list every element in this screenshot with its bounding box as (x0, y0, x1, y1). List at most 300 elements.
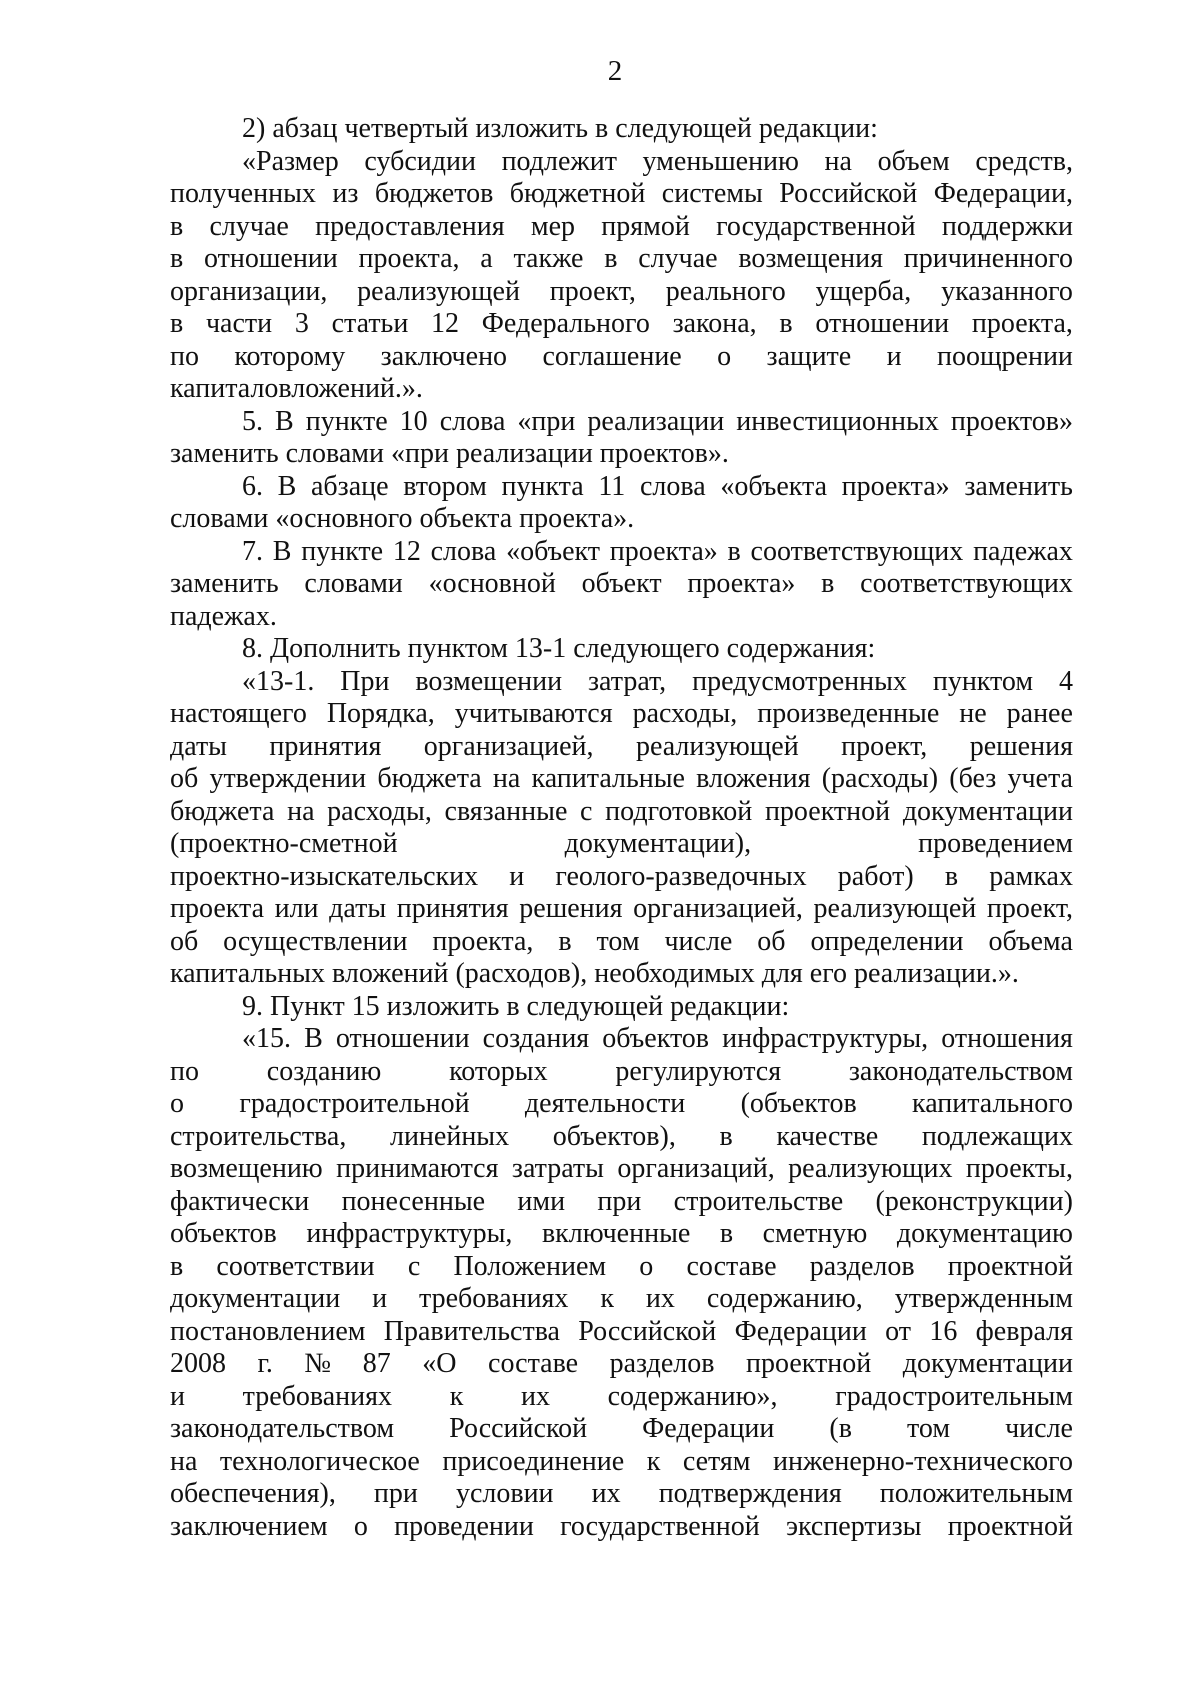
word: проект, (841, 730, 928, 762)
word: (реконструкции) (875, 1185, 1073, 1217)
word: реализующей (635, 730, 799, 762)
word: В (277, 470, 297, 502)
word: 11 (598, 470, 626, 502)
word: ущерба, (815, 275, 912, 307)
word: по (170, 1055, 199, 1087)
word: положительным (879, 1478, 1073, 1509)
text-line (170, 1283, 1073, 1316)
word: ранее (1006, 698, 1073, 729)
word: В (304, 1023, 323, 1054)
word: инфраструктуры, (722, 1023, 929, 1054)
word: в (779, 308, 793, 339)
text-line: капитальных вложений (расходов), необходимых для его реализации.». (170, 958, 1019, 989)
word: реального (665, 275, 786, 307)
word: принятия (396, 893, 509, 924)
word: пункта (501, 470, 584, 502)
page-number: 2 (607, 55, 623, 87)
word: и (170, 1380, 185, 1412)
word: проекта, (971, 308, 1073, 339)
word: проведении (394, 1510, 534, 1542)
word: «Размер (242, 145, 339, 177)
word: не (959, 698, 987, 729)
word: включенные (541, 1218, 691, 1249)
word: поддержки (941, 210, 1073, 242)
word: организацией, (633, 893, 803, 924)
word: при (597, 1185, 642, 1217)
text-line (170, 536, 1073, 569)
word: даты (329, 893, 387, 924)
text-line (170, 308, 1073, 341)
text-line: 9. Пункт 15 изложить в следующей редакции: (242, 990, 790, 1022)
word: из (332, 178, 359, 209)
word: Федерации, (933, 178, 1073, 209)
word: «объекта (720, 470, 828, 502)
word: случае (209, 210, 289, 242)
word: проведением (918, 828, 1073, 859)
word: условии (455, 1478, 554, 1509)
word: при (373, 1478, 418, 1509)
word: Правительства (383, 1315, 560, 1347)
word: отношении (815, 308, 950, 339)
word: 12 (392, 535, 421, 567)
word: прямой (601, 210, 690, 242)
word: 5. (242, 405, 263, 437)
word: проекта, (358, 243, 460, 274)
word: также (513, 243, 584, 274)
word: принятия (269, 730, 382, 762)
word: и (372, 1283, 388, 1314)
word: определении (810, 925, 964, 957)
word: «О (422, 1348, 457, 1379)
word: в (170, 210, 184, 242)
word: на (492, 763, 521, 794)
word: сметную (762, 1218, 868, 1249)
word: строительстве (673, 1185, 844, 1217)
text-line (170, 1511, 1073, 1544)
word: № (304, 1348, 332, 1379)
word: соответствующих (750, 535, 964, 567)
word: экспертизы (785, 1510, 922, 1542)
text-line: капиталовложений.». (170, 373, 423, 404)
word: «13-1. (242, 665, 315, 697)
word: проекта» (609, 535, 718, 567)
word: заменить (964, 470, 1073, 502)
text-line (170, 276, 1073, 309)
word: понесенные (341, 1185, 486, 1217)
word: от (885, 1315, 912, 1347)
word: технологическое (219, 1445, 420, 1477)
word: бюджета (377, 763, 482, 794)
word: которому (234, 340, 346, 372)
word: решения (519, 893, 623, 924)
word: падежах (973, 535, 1073, 567)
word: проекты, (965, 1153, 1073, 1184)
word: в (558, 925, 572, 957)
word: бюджетов (374, 178, 494, 209)
word: объем (877, 145, 950, 177)
word: Положением (453, 1250, 607, 1282)
word: возмещения (738, 243, 883, 274)
word: заключением (170, 1510, 328, 1542)
word: утвержденным (894, 1283, 1073, 1314)
word: объектов), (552, 1120, 676, 1152)
word: Порядка, (326, 698, 435, 729)
word: 12 (431, 308, 460, 339)
word: содержанию», (607, 1380, 778, 1412)
word: подлежит (501, 145, 617, 177)
word: В (275, 405, 294, 437)
word: строительства, (170, 1120, 347, 1152)
word: втором (403, 470, 487, 502)
text-line (170, 796, 1073, 829)
word: об (170, 925, 199, 957)
word: объектов (602, 1023, 710, 1054)
text-line (170, 1056, 1073, 1089)
word: субсидии (364, 145, 476, 177)
word: (проектно-сметной (170, 828, 398, 859)
word: организации, (170, 275, 328, 307)
word: заменить (170, 568, 279, 599)
word: а (480, 243, 493, 274)
word: учитываются (454, 698, 613, 729)
word: отношения (941, 1023, 1073, 1054)
word: 4 (1058, 665, 1073, 697)
text-line (170, 146, 1073, 179)
word: в (719, 1120, 733, 1152)
word: решения (969, 730, 1073, 762)
word: проектной (764, 795, 891, 827)
text-line (170, 1413, 1073, 1446)
word: рамках (989, 860, 1073, 892)
text-line (170, 731, 1073, 764)
word: отношении (203, 243, 338, 274)
word: регулируются (615, 1055, 782, 1087)
word: 6. (242, 470, 263, 502)
word: подлежащих (921, 1120, 1073, 1152)
word: организаций, (617, 1153, 775, 1184)
word: к (646, 1445, 661, 1477)
word: утверждении (209, 763, 367, 794)
word: предоставления (315, 210, 505, 242)
word: организацией, (423, 730, 594, 762)
word: причиненного (903, 243, 1073, 274)
text-line (170, 406, 1073, 439)
text-line (170, 1251, 1073, 1284)
word: произведенные (757, 698, 940, 729)
word: проектной (947, 1510, 1073, 1542)
text-line (170, 1478, 1073, 1511)
word: объект (581, 568, 662, 599)
word: объектов (170, 1218, 277, 1249)
text-line (170, 828, 1073, 861)
word: проект, (549, 275, 636, 307)
word: присоединение (442, 1445, 625, 1477)
word: их (645, 1283, 675, 1314)
word: градостроительным (835, 1380, 1073, 1412)
word: капитального (912, 1088, 1073, 1119)
word: возмещении (415, 665, 563, 697)
word: 3 (294, 308, 309, 339)
word: г. (257, 1348, 273, 1379)
word: абзаце (311, 470, 389, 502)
word: 87 (362, 1348, 391, 1379)
word: инженерно-технического (772, 1445, 1073, 1477)
word: реализующей (357, 275, 520, 307)
word: (в (829, 1413, 852, 1444)
word: 10 (399, 405, 428, 437)
word: том (907, 1413, 951, 1444)
word: проектов» (950, 405, 1073, 437)
text-line (170, 1218, 1073, 1251)
word: законодательством (848, 1055, 1073, 1087)
word: с (580, 795, 593, 827)
word: части (205, 308, 273, 339)
word: капитальные (531, 763, 685, 794)
word: реализации (587, 405, 725, 437)
word: защите (766, 340, 852, 372)
word: или (274, 893, 319, 924)
word: инвестиционных (736, 405, 939, 437)
word: проектной (947, 1250, 1073, 1282)
word: в (944, 860, 959, 892)
text-line (170, 926, 1073, 959)
word: документацию (896, 1218, 1073, 1249)
word: пункте (305, 405, 388, 437)
word: инфраструктуры, (306, 1218, 513, 1249)
word: Российской (449, 1413, 588, 1444)
word: 16 (929, 1315, 958, 1347)
word: об (757, 925, 786, 957)
word: ими (517, 1185, 566, 1217)
word: в (170, 243, 184, 274)
word: деятельности (524, 1088, 686, 1119)
word: на (170, 1445, 198, 1477)
word: 7. (242, 535, 263, 567)
text-line (170, 1023, 1073, 1056)
word: поощрении (936, 340, 1073, 372)
word: системы (661, 178, 763, 209)
word: «основной (428, 568, 556, 599)
word: подтверждения (658, 1478, 842, 1509)
word: учета (1007, 763, 1073, 794)
word: осуществлении (223, 925, 408, 957)
word: их (520, 1380, 550, 1412)
word: пункте (301, 535, 384, 567)
word: проектной (746, 1348, 872, 1379)
word: В (272, 535, 292, 567)
word: проектно-изыскательских (170, 860, 479, 892)
word: бюджета (170, 795, 275, 827)
word: «объект (506, 535, 601, 567)
word: государственной (716, 210, 916, 242)
text-line (170, 211, 1073, 244)
word: разделов (609, 1348, 715, 1379)
text-line: заменить словами «при реализации проектов». (170, 438, 729, 469)
text-line (170, 1088, 1073, 1121)
text-line (170, 1186, 1073, 1219)
word: пунктом (932, 665, 1034, 697)
word: (расходы) (821, 763, 939, 794)
word: «15. (242, 1023, 291, 1054)
word: документации (902, 1348, 1073, 1379)
word: разделов (809, 1250, 915, 1282)
word: на (824, 145, 852, 177)
word: даты (170, 730, 227, 762)
word: о (717, 340, 732, 372)
word: в (604, 243, 618, 274)
word: «при (517, 405, 576, 437)
word: к (600, 1283, 614, 1314)
word: (без (949, 763, 997, 794)
text-line (170, 1316, 1073, 1349)
word: вложения (696, 763, 811, 794)
word: соглашение (542, 340, 682, 372)
word: законодательством (170, 1413, 395, 1444)
word: геолого-разведочных (555, 860, 807, 892)
text-line (170, 1381, 1073, 1414)
word: При (340, 665, 390, 697)
word: в (821, 568, 835, 599)
word: реализующей (813, 893, 977, 924)
word: документации (170, 1283, 341, 1314)
word: проект, (986, 893, 1073, 924)
text-line (170, 178, 1073, 211)
word: линейных (389, 1120, 510, 1152)
word: об (170, 763, 199, 794)
word: закона, (672, 308, 757, 339)
word: постановлением (170, 1315, 366, 1347)
text-line: падежах. (170, 600, 277, 632)
word: проекта» (841, 470, 950, 502)
word: и (509, 860, 525, 892)
word: требованиях (242, 1380, 393, 1412)
word: проекта, (432, 925, 534, 957)
text-line (170, 243, 1073, 276)
text-line (170, 763, 1073, 796)
word: созданию (266, 1055, 382, 1087)
word: февраля (975, 1315, 1073, 1347)
text-line (170, 471, 1073, 504)
word: Российской (779, 178, 918, 209)
word: на (287, 795, 315, 827)
word: уменьшению (642, 145, 799, 177)
word: качестве (776, 1120, 879, 1152)
word: соответствии (216, 1250, 375, 1282)
word: по (170, 340, 199, 372)
word: о (639, 1250, 654, 1282)
word: проекта» (687, 568, 796, 599)
text-line (170, 861, 1073, 894)
word: документации (902, 795, 1073, 827)
word: расходы, (327, 795, 432, 827)
word: сетям (682, 1445, 751, 1477)
word: предусмотренных (692, 665, 907, 697)
word: к (449, 1380, 464, 1412)
word: Федерального (481, 308, 650, 339)
word: реализующих (788, 1153, 953, 1184)
word: требованиях (419, 1283, 569, 1314)
word: указанного (941, 275, 1073, 307)
word: затрат, (588, 665, 667, 697)
word: проекта (170, 893, 264, 924)
word: в (727, 535, 741, 567)
word: документации), (564, 828, 752, 859)
text-line (170, 1153, 1073, 1186)
word: бюджетной (509, 178, 646, 209)
word: составе (488, 1348, 579, 1379)
text-line: 8. Дополнить пунктом 13-1 следующего содержания: (242, 633, 876, 664)
text-line (170, 698, 1073, 731)
word: их (591, 1478, 621, 1509)
word: статьи (331, 308, 409, 339)
word: государственной (560, 1510, 760, 1542)
word: и (886, 340, 902, 372)
word: о (170, 1088, 184, 1119)
word: составе (686, 1250, 777, 1282)
word: средств, (975, 145, 1073, 177)
word: работ) (837, 860, 914, 892)
word: полученных (170, 178, 316, 209)
word: которых (449, 1055, 548, 1087)
word: подготовкой (605, 795, 753, 827)
word: о (353, 1510, 368, 1542)
word: градостроительной (239, 1088, 470, 1119)
word: в (170, 1250, 184, 1282)
word: объема (988, 925, 1073, 957)
text-line (170, 1446, 1073, 1479)
word: Федерации (734, 1315, 867, 1347)
word: том (596, 925, 640, 957)
word: обеспечения), (170, 1478, 336, 1509)
word: слова (439, 405, 506, 437)
word: принимаются (336, 1153, 499, 1184)
text-line (170, 1121, 1073, 1154)
text-line (170, 1348, 1073, 1381)
text-line (170, 568, 1073, 601)
word: Российской (578, 1315, 717, 1347)
text-line (170, 893, 1073, 926)
word: соответствующих (860, 568, 1073, 599)
word: (объектов (740, 1088, 857, 1119)
word: 2008 (170, 1348, 226, 1379)
text-line: 2) абзац четвертый изложить в следующей редакции: (242, 113, 878, 144)
word: создания (482, 1023, 590, 1054)
word: фактически (170, 1185, 310, 1217)
word: мер (530, 210, 576, 242)
word: содержанию, (706, 1283, 863, 1314)
word: слова (430, 535, 497, 567)
text-line (170, 341, 1073, 374)
word: расходы, (632, 698, 738, 729)
text-line (170, 666, 1073, 699)
word: возмещению (170, 1153, 323, 1184)
word: заключено (380, 340, 508, 372)
word: связанные (444, 795, 568, 827)
word: в (719, 1218, 734, 1249)
word: в (170, 308, 184, 339)
text-line: словами «основного объекта проекта». (170, 503, 635, 534)
word: словами (304, 568, 403, 599)
word: числе (1005, 1413, 1073, 1444)
word: с (407, 1250, 421, 1282)
document-body (170, 113, 1073, 1543)
word: отношении (335, 1023, 470, 1054)
word: слова (639, 470, 706, 502)
word: случае (638, 243, 718, 274)
word: Федерации (642, 1413, 775, 1444)
word: числе (664, 925, 733, 957)
word: настоящего (170, 698, 307, 729)
